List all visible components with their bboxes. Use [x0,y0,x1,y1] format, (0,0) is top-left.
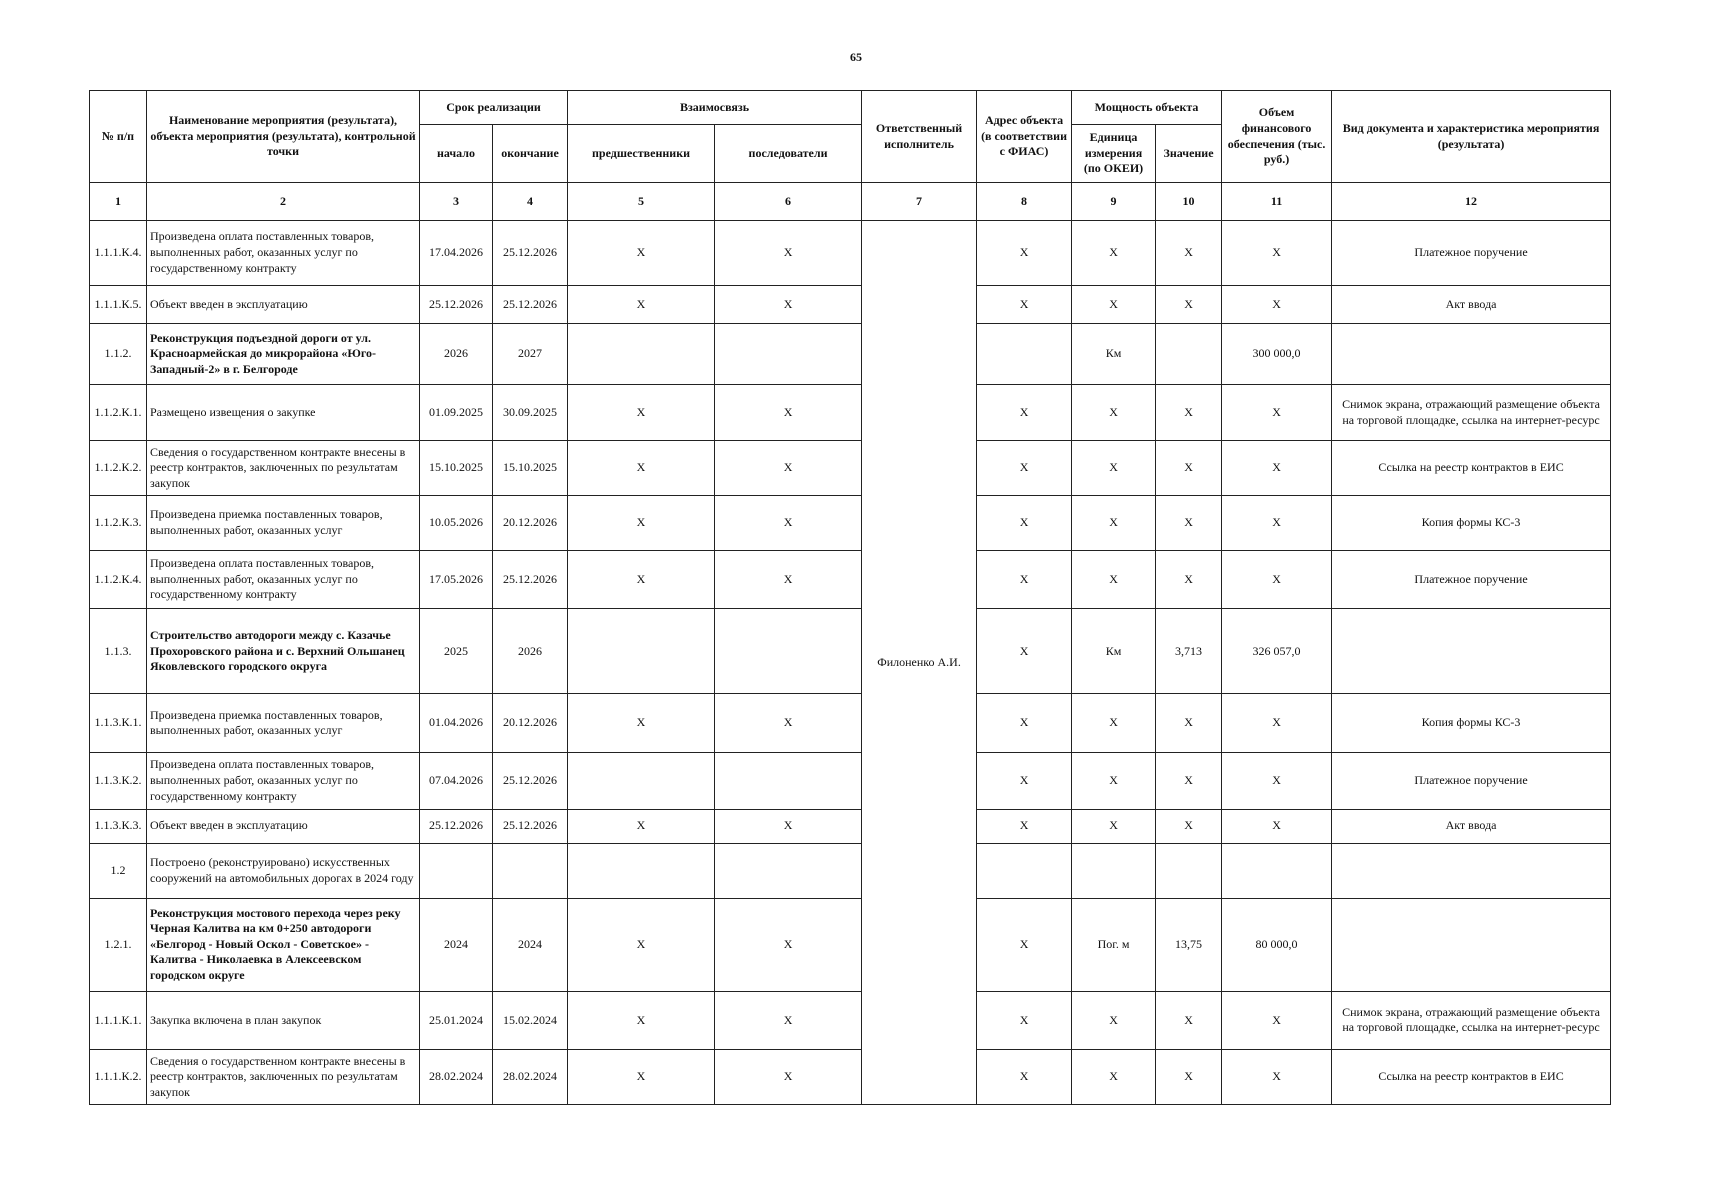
row-start-date: 10.05.2026 [420,496,493,551]
row-name: Произведена приемка поставленных товаров, выполненных работ, оказанных услуг [147,496,420,551]
header-unit: Единица измерения (по ОКЕИ) [1072,125,1156,183]
row-number: 1.1.1.К.4. [90,221,147,286]
row-start-date: 07.04.2026 [420,752,493,809]
row-address: X [977,384,1072,441]
row-value: X [1156,694,1222,753]
row-address: X [977,898,1072,991]
row-number: 1.1.2.К.2. [90,441,147,496]
row-predecessors: X [568,809,715,843]
row-address: X [977,496,1072,551]
row-finance: X [1222,991,1332,1050]
column-number-row [90,183,1611,221]
row-address: X [977,221,1072,286]
header-value: Значение [1156,125,1222,183]
column-number: 5 [568,183,715,221]
row-address: X [977,441,1072,496]
row-start-date: 28.02.2024 [420,1050,493,1105]
table-row [90,441,1611,496]
row-name: Закупка включена в план закупок [147,991,420,1050]
row-name: Сведения о государственном контракте внесены в реестр контрактов, заключенных по результатам закупок [147,1050,420,1105]
row-number: 1.1.3.К.2. [90,752,147,809]
header-capacity: Мощность объекта [1072,91,1222,125]
row-address: X [977,991,1072,1050]
row-document [1332,898,1611,991]
row-unit: X [1072,991,1156,1050]
header-relation: Взаимосвязь [568,91,862,125]
row-unit: Км [1072,324,1156,385]
column-number: 11 [1222,183,1332,221]
row-start-date: 25.12.2026 [420,285,493,323]
row-name: Строительство автодороги между с. Казачье Прохоровского района и с. Верхний Ольшанец Яковлевского городского округа [147,609,420,694]
row-start-date: 25.12.2026 [420,809,493,843]
plan-table [89,90,1611,1105]
row-successors [715,752,862,809]
row-end-date: 30.09.2025 [493,384,568,441]
row-successors: X [715,694,862,753]
row-predecessors [568,609,715,694]
table-row [90,384,1611,441]
row-start-date [420,843,493,898]
row-value: X [1156,496,1222,551]
row-start-date: 25.01.2024 [420,991,493,1050]
row-document: Копия формы КС-3 [1332,496,1611,551]
row-document [1332,609,1611,694]
row-name: Размещено извещения о закупке [147,384,420,441]
page-number: 65 [850,50,862,64]
row-successors [715,609,862,694]
row-value [1156,843,1222,898]
row-predecessors: X [568,384,715,441]
row-finance: X [1222,221,1332,286]
table-row [90,809,1611,843]
row-name: Реконструкция мостового перехода через реку Черная Калитва на км 0+250 автодороги «Белгород - Новый Оскол - Советское» - Калитва - Николаевка в Алексеевском городском округе [147,898,420,991]
row-unit: X [1072,752,1156,809]
row-value: X [1156,285,1222,323]
row-finance: X [1222,809,1332,843]
row-number: 1.2 [90,843,147,898]
column-number: 1 [90,183,147,221]
row-address: X [977,609,1072,694]
row-end-date: 25.12.2026 [493,285,568,323]
header-num: № п/п [90,91,147,183]
column-number: 2 [147,183,420,221]
row-number: 1.1.1.К.2. [90,1050,147,1105]
row-number: 1.1.2.К.4. [90,550,147,609]
row-unit: X [1072,809,1156,843]
row-number: 1.1.2. [90,324,147,385]
row-finance: X [1222,752,1332,809]
row-end-date: 2024 [493,898,568,991]
row-end-date: 20.12.2026 [493,694,568,753]
row-end-date: 15.10.2025 [493,441,568,496]
row-finance [1222,843,1332,898]
row-value [1156,324,1222,385]
row-successors: X [715,496,862,551]
row-value: X [1156,384,1222,441]
column-number: 4 [493,183,568,221]
row-successors: X [715,384,862,441]
row-finance: X [1222,550,1332,609]
row-successors: X [715,441,862,496]
row-document: Копия формы КС-3 [1332,694,1611,753]
row-end-date: 25.12.2026 [493,809,568,843]
row-address [977,324,1072,385]
header-address: Адрес объекта (в соответствии с ФИАС) [977,91,1072,183]
table-row [90,221,1611,286]
row-successors: X [715,898,862,991]
header-doc: Вид документа и характеристика мероприятия (результата) [1332,91,1611,183]
row-end-date: 25.12.2026 [493,550,568,609]
row-start-date: 01.04.2026 [420,694,493,753]
row-address: X [977,809,1072,843]
row-name: Произведена оплата поставленных товаров, выполненных работ, оказанных услуг по государственному контракту [147,550,420,609]
row-document: Акт ввода [1332,285,1611,323]
row-finance: 326 057,0 [1222,609,1332,694]
table-row [90,752,1611,809]
row-document: Ссылка на реестр контрактов в ЕИС [1332,441,1611,496]
column-number: 3 [420,183,493,221]
row-value: X [1156,752,1222,809]
row-successors: X [715,550,862,609]
row-finance: X [1222,496,1332,551]
row-value: X [1156,1050,1222,1105]
row-address: X [977,550,1072,609]
row-start-date: 01.09.2025 [420,384,493,441]
row-end-date: 20.12.2026 [493,496,568,551]
row-document: Платежное поручение [1332,550,1611,609]
row-name: Объект введен в эксплуатацию [147,809,420,843]
row-end-date: 2027 [493,324,568,385]
table-row [90,609,1611,694]
row-name: Произведена оплата поставленных товаров, выполненных работ, оказанных услуг по государственному контракту [147,752,420,809]
row-successors: X [715,1050,862,1105]
row-predecessors: X [568,550,715,609]
row-predecessors [568,324,715,385]
table-row [90,694,1611,753]
row-number: 1.1.1.К.5. [90,285,147,323]
row-unit: X [1072,285,1156,323]
row-unit [1072,843,1156,898]
row-successors: X [715,285,862,323]
row-unit: X [1072,496,1156,551]
row-unit: X [1072,221,1156,286]
row-value: X [1156,221,1222,286]
row-predecessors: X [568,441,715,496]
row-successors: X [715,221,862,286]
row-name: Произведена оплата поставленных товаров, выполненных работ, оказанных услуг по государственному контракту [147,221,420,286]
row-unit: X [1072,384,1156,441]
row-name: Сведения о государственном контракте внесены в реестр контрактов, заключенных по результатам закупок [147,441,420,496]
row-start-date: 17.04.2026 [420,221,493,286]
row-predecessors: X [568,285,715,323]
row-name: Объект введен в эксплуатацию [147,285,420,323]
row-document [1332,843,1611,898]
header-name: Наименование мероприятия (результата), объекта мероприятия (результата), контрольной точки [147,91,420,183]
table-row [90,843,1611,898]
row-document: Платежное поручение [1332,752,1611,809]
row-name: Реконструкция подъездной дороги от ул. Красноармейская до микрорайона «Юго-Западный-2» в г. Белгороде [147,324,420,385]
table-row [90,550,1611,609]
row-finance: 300 000,0 [1222,324,1332,385]
header-start: начало [420,125,493,183]
header-end: окончание [493,125,568,183]
row-address: X [977,285,1072,323]
row-successors: X [715,809,862,843]
row-address: X [977,694,1072,753]
row-finance: X [1222,694,1332,753]
header-finance: Объем финансового обеспечения (тыс. руб.) [1222,91,1332,183]
row-name: Произведена приемка поставленных товаров, выполненных работ, оказанных услуг [147,694,420,753]
header-responsible: Ответственный исполнитель [862,91,977,183]
row-finance: X [1222,1050,1332,1105]
row-address: X [977,752,1072,809]
row-successors: X [715,991,862,1050]
row-value: X [1156,550,1222,609]
row-number: 1.1.2.К.1. [90,384,147,441]
row-predecessors: X [568,496,715,551]
row-value: X [1156,991,1222,1050]
row-document: Акт ввода [1332,809,1611,843]
table-row [90,324,1611,385]
row-document: Платежное поручение [1332,221,1611,286]
column-number: 12 [1332,183,1611,221]
row-predecessors: X [568,898,715,991]
column-number: 8 [977,183,1072,221]
table-body [90,221,1611,1105]
row-end-date: 2026 [493,609,568,694]
row-end-date: 15.02.2024 [493,991,568,1050]
row-document: Снимок экрана, отражающий размещение объекта на торговой площадке, ссылка на интернет-ресурс [1332,384,1611,441]
row-predecessors [568,843,715,898]
row-predecessors: X [568,221,715,286]
table-row [90,898,1611,991]
row-predecessors [568,752,715,809]
row-successors [715,324,862,385]
row-predecessors: X [568,991,715,1050]
row-address [977,843,1072,898]
table-row [90,1050,1611,1105]
row-unit: Пог. м [1072,898,1156,991]
row-predecessors: X [568,1050,715,1105]
column-number: 9 [1072,183,1156,221]
row-value: X [1156,809,1222,843]
responsible-cell: Филоненко А.И. [862,221,977,1105]
row-end-date [493,843,568,898]
row-number: 1.1.2.К.3. [90,496,147,551]
column-number: 10 [1156,183,1222,221]
row-number: 1.1.1.К.1. [90,991,147,1050]
row-start-date: 2025 [420,609,493,694]
row-finance: X [1222,285,1332,323]
row-unit: X [1072,694,1156,753]
header-successors: последователи [715,125,862,183]
header-predecessors: предшественники [568,125,715,183]
row-finance: X [1222,441,1332,496]
row-name: Построено (реконструировано) искусственных сооружений на автомобильных дорогах в 2024 году [147,843,420,898]
row-start-date: 17.05.2026 [420,550,493,609]
row-unit: X [1072,441,1156,496]
row-predecessors: X [568,694,715,753]
row-document: Снимок экрана, отражающий размещение объекта на торговой площадке, ссылка на интернет-ресурс [1332,991,1611,1050]
row-finance: 80 000,0 [1222,898,1332,991]
row-number: 1.1.3.К.3. [90,809,147,843]
row-address: X [977,1050,1072,1105]
table-row [90,496,1611,551]
header-period: Срок реализации [420,91,568,125]
row-end-date: 25.12.2026 [493,752,568,809]
row-end-date: 28.02.2024 [493,1050,568,1105]
row-value: X [1156,441,1222,496]
row-unit: X [1072,550,1156,609]
row-value: 3,713 [1156,609,1222,694]
row-document [1332,324,1611,385]
row-document: Ссылка на реестр контрактов в ЕИС [1332,1050,1611,1105]
row-start-date: 2024 [420,898,493,991]
row-number: 1.2.1. [90,898,147,991]
row-start-date: 15.10.2025 [420,441,493,496]
column-number: 6 [715,183,862,221]
row-finance: X [1222,384,1332,441]
row-successors [715,843,862,898]
row-unit: Км [1072,609,1156,694]
row-unit: X [1072,1050,1156,1105]
table-row [90,991,1611,1050]
row-start-date: 2026 [420,324,493,385]
row-number: 1.1.3. [90,609,147,694]
table-row [90,285,1611,323]
row-value: 13,75 [1156,898,1222,991]
row-number: 1.1.3.К.1. [90,694,147,753]
column-number: 7 [862,183,977,221]
row-end-date: 25.12.2026 [493,221,568,286]
